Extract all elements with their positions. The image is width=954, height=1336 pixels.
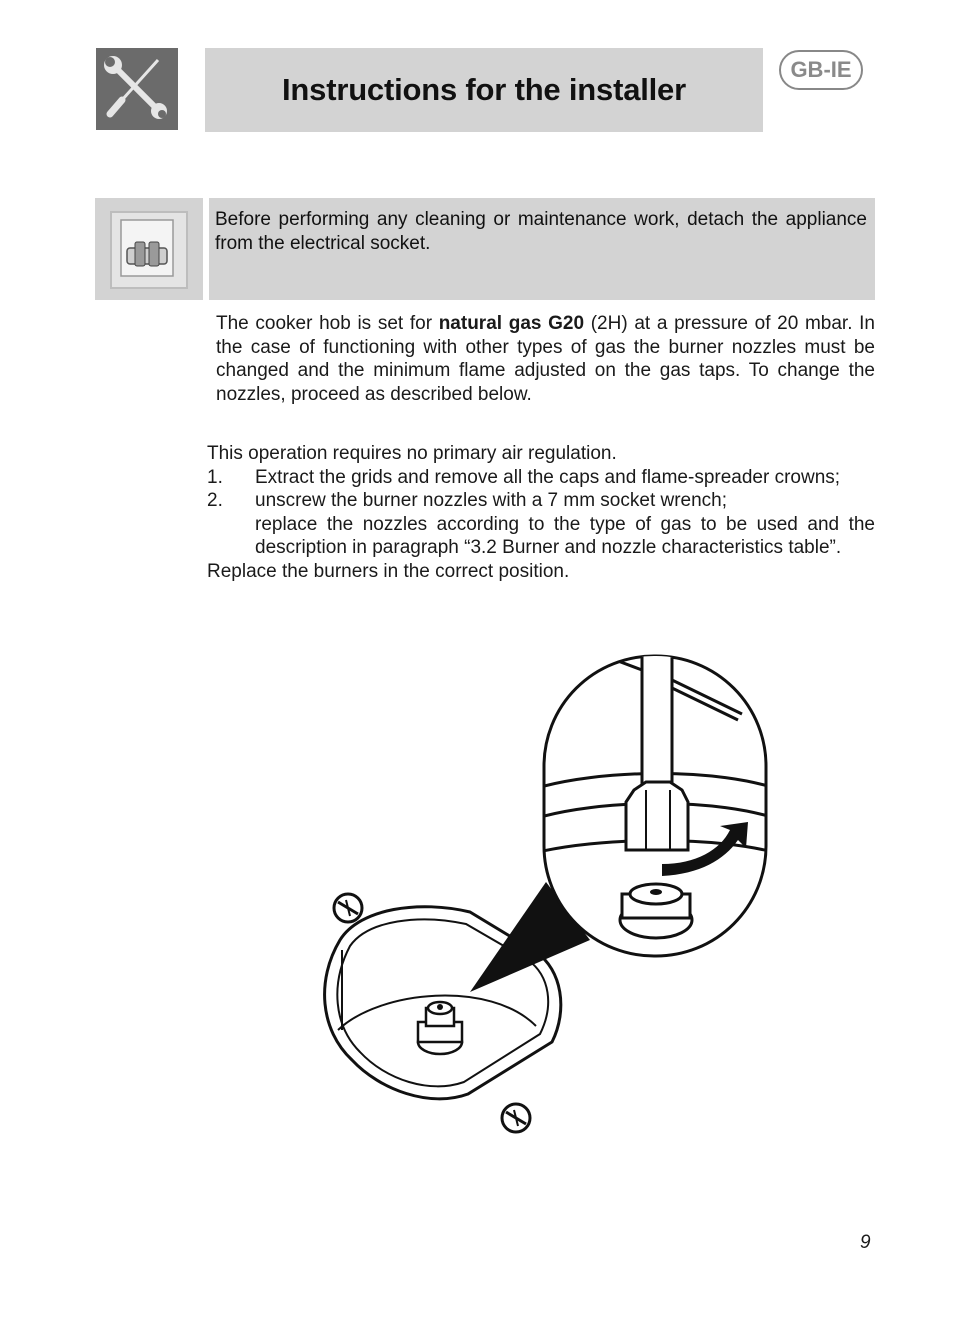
warning-text: Before performing any cleaning or maintenance work, detach the appliance from the electrical socket. <box>215 209 867 254</box>
step-continued: replace the nozzles according to the type of gas to be used and the description in paragraph “3.2 Burner and nozzle characteristics table”. <box>255 513 875 559</box>
step-number: 2. <box>207 490 223 512</box>
electrical-socket-icon <box>95 198 203 300</box>
step-text: Extract the grids and remove all the caps and flame-spreader crowns; <box>255 466 841 488</box>
intro-text-start: The cooker hob is set for <box>216 313 439 334</box>
burner-nozzle-wrench-illustration <box>300 650 780 1150</box>
step-text: unscrew the burner nozzles with a 7 mm socket wrench; <box>255 490 728 512</box>
tools-icon <box>96 48 178 130</box>
intro-paragraph <box>216 312 875 406</box>
list-item <box>207 466 875 490</box>
page-number: 9 <box>860 1232 871 1253</box>
intro-text-end: (2H) at a pressure of 20 mbar. In the case of functioning with other types of gas the burner nozzles must be changed and the minimum flame adjusted on the gas taps. To change the nozzles, proceed as described below. <box>216 313 875 405</box>
operation-closing: Replace the burners in the correct position. <box>207 560 570 582</box>
operation-lead: This operation requires no primary air regulation. <box>207 443 617 464</box>
warning-icon-box <box>95 198 203 300</box>
region-badge: GB-IE <box>779 50 863 90</box>
nozzle-icon <box>620 884 692 938</box>
operation-section <box>207 442 875 584</box>
warning-box <box>209 198 875 300</box>
screw-icon <box>334 894 362 922</box>
screw-icon <box>502 1104 530 1132</box>
gas-type: natural gas G20 <box>438 313 585 334</box>
illustration <box>300 650 780 1155</box>
step-number: 1. <box>207 466 223 488</box>
page-title: Instructions for the installer <box>282 72 686 107</box>
list-item <box>207 489 875 513</box>
title-banner <box>205 48 763 132</box>
tools-icon-box <box>96 48 178 130</box>
